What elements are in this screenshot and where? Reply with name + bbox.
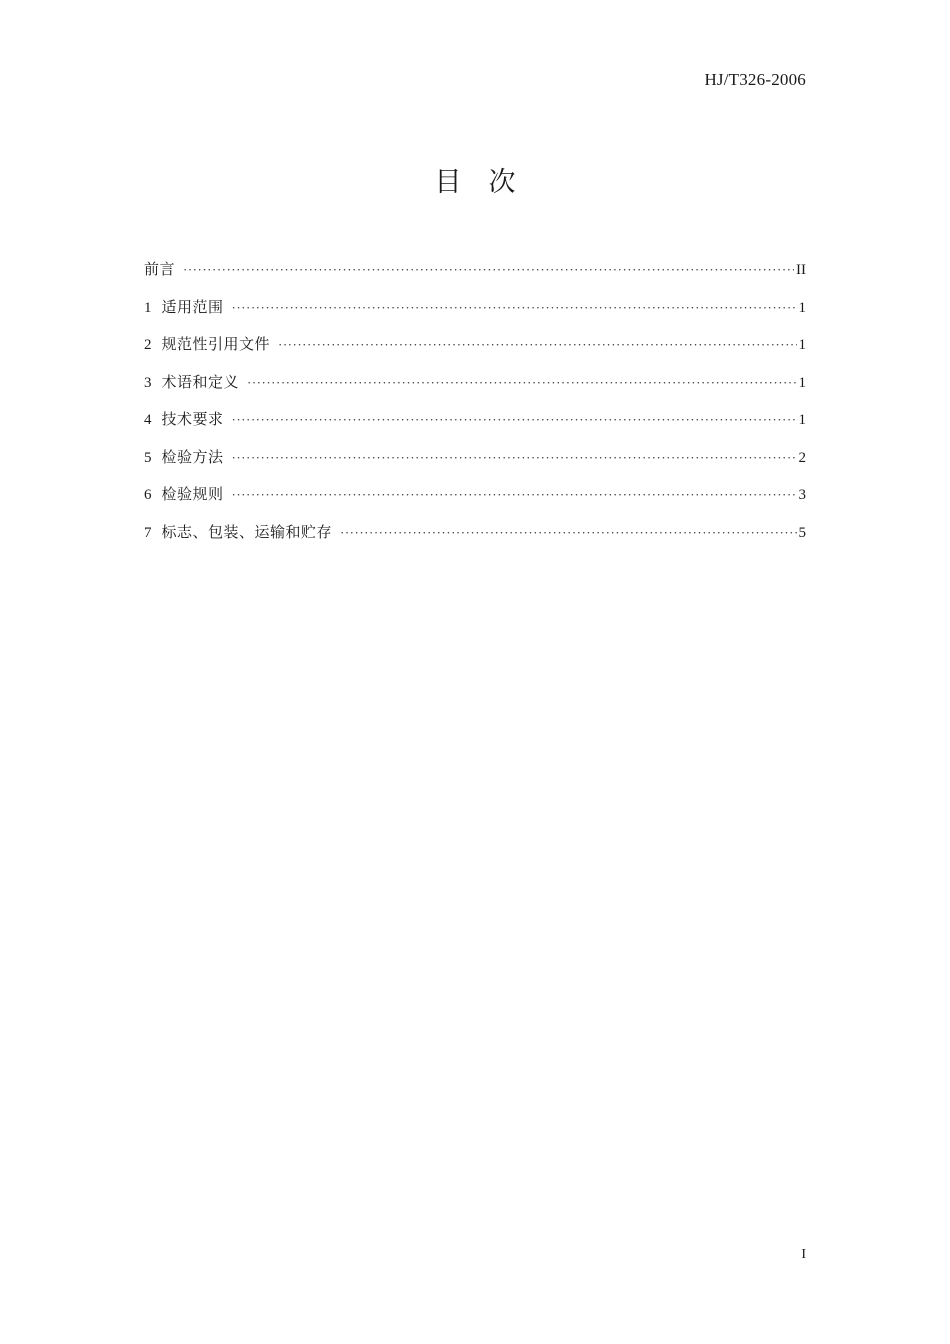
toc-entry-number: 6 [144,487,152,503]
toc-entry-page: 1 [798,412,806,428]
toc-entry-number: 1 [144,299,152,316]
toc-entry-label: 标志、包装、运输和贮存 [161,522,333,541]
dot-leader [232,409,797,431]
dot-leader [232,484,797,506]
toc-entry-number: 3 [144,374,152,391]
toc-entry-label: 前言 [144,260,176,278]
toc-entry-page: 3 [798,487,806,503]
toc-entry-number: 7 [144,524,152,541]
toc-entry-scope[interactable] [144,296,806,334]
toc-entry-page: II [796,262,806,278]
toc-entry-foreword[interactable] [144,258,806,296]
toc-entry-label: 适用范围 [161,297,224,316]
toc-entry-inspection-rules[interactable] [144,483,806,521]
dot-leader [232,447,797,469]
dot-leader [340,522,796,544]
dot-leader [232,297,797,319]
document-code: HJ/T326-2006 [704,70,806,89]
toc-entry-number: 2 [144,337,152,353]
toc-entry-label: 检验方法 [161,447,224,466]
toc-entry-marking-packaging[interactable] [144,521,806,559]
toc-entry-number: 4 [144,412,152,428]
toc-entry-technical-requirements[interactable] [144,408,806,446]
toc-entry-page: 1 [798,299,806,316]
table-of-contents [144,258,806,558]
toc-entry-label: 规范性引用文件 [161,335,271,353]
toc-entry-page: 1 [798,337,806,353]
toc-entry-page: 2 [798,449,806,466]
dot-leader [183,259,794,281]
dot-leader [278,334,796,356]
toc-entry-terms-definitions[interactable] [144,371,806,409]
toc-entry-normative-references[interactable] [144,333,806,371]
toc-entry-label: 术语和定义 [161,372,240,391]
toc-entry-number: 5 [144,449,152,466]
toc-entry-page: 1 [798,374,806,391]
toc-entry-label: 检验规则 [161,485,224,503]
page-number: I [801,1247,806,1262]
toc-entry-test-methods[interactable] [144,446,806,484]
toc-entry-page: 5 [798,524,806,541]
dot-leader [247,372,796,394]
toc-title: 目 次 [434,167,516,198]
toc-entry-label: 技术要求 [161,410,224,428]
